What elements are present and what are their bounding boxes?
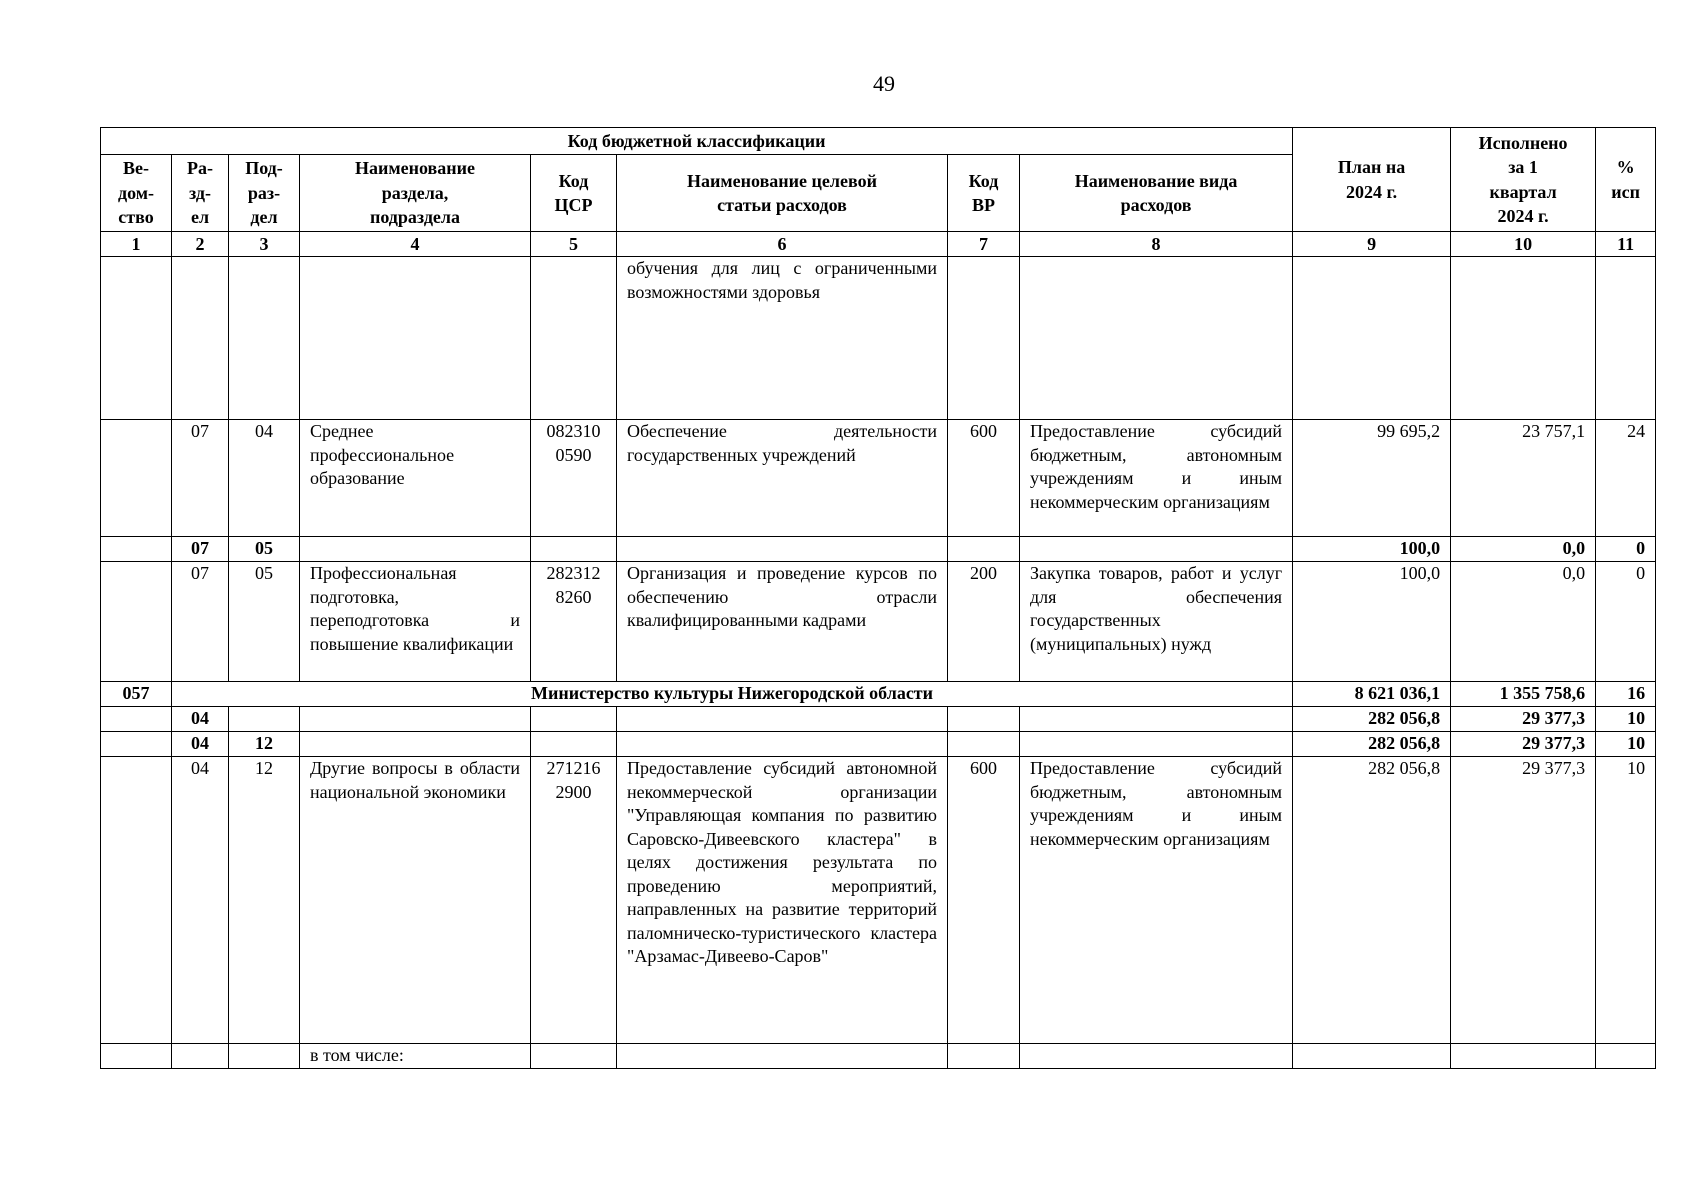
razdel-cell: 07 [172,420,229,537]
col-header-csr-name: Наименование целевой статьи расходов [617,155,948,232]
podrazdel-cell: 12 [229,732,300,757]
table-row [101,1044,1656,1069]
razdel-name-cell: Другие вопросы в области национальной экономики [300,757,531,1044]
table-row [101,420,1656,537]
col-number: 9 [1293,232,1451,257]
col-number: 8 [1020,232,1293,257]
col-header-csr: Код ЦСР [531,155,617,232]
csr-name-cell: обучения для лиц с ограниченными возможностями здоровья [617,257,948,420]
agency-name-cell: Министерство культуры Нижегородской области [172,682,1293,707]
plan-cell: 100,0 [1293,537,1451,562]
plan-cell: 8 621 036,1 [1293,682,1451,707]
col-number: 10 [1451,232,1596,257]
razdel-name-cell: в том числе: [300,1044,531,1069]
vr-name-cell: Предоставление субсидий бюджетным, автономным учреждениям и иным некоммерческим организациям [1020,420,1293,537]
done-cell: 0,0 [1451,562,1596,682]
razdel-cell: 04 [172,732,229,757]
col-header-razdel: Ра- зд- ел [172,155,229,232]
vr-name-cell: Предоставление субсидий бюджетным, автономным учреждениям и иным некоммерческим организациям [1020,757,1293,1044]
pct-cell: 0 [1596,562,1656,682]
col-number: 1 [101,232,172,257]
podrazdel-cell: 04 [229,420,300,537]
pct-cell: 10 [1596,757,1656,1044]
col-header-razdel-name: Наименование раздела, подраздела [300,155,531,232]
done-cell: 0,0 [1451,537,1596,562]
col-number: 3 [229,232,300,257]
vr-cell: 200 [948,562,1020,682]
table-row [101,732,1656,757]
vr-name-cell: Закупка товаров, работ и услуг для обеспечения государственных (муниципальных) нужд [1020,562,1293,682]
razdel-name-cell: Среднее профессиональное образование [300,420,531,537]
table-row [101,707,1656,732]
csr-name-cell: Предоставление субсидий автономной некоммерческой организации "Управляющая компания по развитию Саровско-Дивеевского кластера" в целях достижения результата по проведению мероприятий, направленных на развитие территорий паломническо-туристического кластера "Арзамас-Дивеево-Саров" [617,757,948,1044]
pct-cell: 10 [1596,707,1656,732]
col-number: 4 [300,232,531,257]
podrazdel-cell: 05 [229,537,300,562]
csr-cell: 082310 0590 [531,420,617,537]
pct-cell: 24 [1596,420,1656,537]
csr-name-cell: Организация и проведение курсов по обеспечению отрасли квалифицированными кадрами [617,562,948,682]
done-cell: 23 757,1 [1451,420,1596,537]
razdel-cell: 04 [172,757,229,1044]
table-row [101,537,1656,562]
page-number: 49 [873,71,895,96]
pct-cell: 16 [1596,682,1656,707]
table-row [101,562,1656,682]
vr-cell: 600 [948,420,1020,537]
razdel-cell: 07 [172,537,229,562]
table-row [101,757,1656,1044]
csr-name-cell: Обеспечение деятельности государственных учреждений [617,420,948,537]
col-header-vr: Код ВР [948,155,1020,232]
col-number: 6 [617,232,948,257]
done-cell: 29 377,3 [1451,757,1596,1044]
podrazdel-cell: 05 [229,562,300,682]
plan-cell: 282 056,8 [1293,757,1451,1044]
col-number: 11 [1596,232,1656,257]
pct-cell: 10 [1596,732,1656,757]
col-header-done: Исполнено за 1 квартал 2024 г. [1451,128,1596,232]
col-header-vedomstvo: Ве- дом- ство [101,155,172,232]
razdel-name-cell: Профессиональная подготовка, переподготовка и повышение квалификации [300,562,531,682]
col-header-plan: План на 2024 г. [1293,128,1451,232]
done-cell: 29 377,3 [1451,707,1596,732]
plan-cell: 282 056,8 [1293,707,1451,732]
csr-cell: 282312 8260 [531,562,617,682]
podrazdel-cell: 12 [229,757,300,1044]
col-number: 2 [172,232,229,257]
col-number: 7 [948,232,1020,257]
col-header-podrazdel: Под- раз- дел [229,155,300,232]
vedomstvo-cell: 057 [101,682,172,707]
col-header-vr-name: Наименование вида расходов [1020,155,1293,232]
col-header-pct: % исп [1596,128,1656,232]
csr-cell: 271216 2900 [531,757,617,1044]
table-row [101,257,1656,420]
col-number: 5 [531,232,617,257]
budget-execution-table [100,127,1656,1069]
razdel-cell: 04 [172,707,229,732]
plan-cell: 100,0 [1293,562,1451,682]
table-row [101,682,1656,707]
plan-cell: 282 056,8 [1293,732,1451,757]
pct-cell: 0 [1596,537,1656,562]
done-cell: 29 377,3 [1451,732,1596,757]
done-cell: 1 355 758,6 [1451,682,1596,707]
razdel-cell: 07 [172,562,229,682]
plan-cell: 99 695,2 [1293,420,1451,537]
vr-cell: 600 [948,757,1020,1044]
budget-classification-header: Код бюджетной классификации [101,128,1293,155]
